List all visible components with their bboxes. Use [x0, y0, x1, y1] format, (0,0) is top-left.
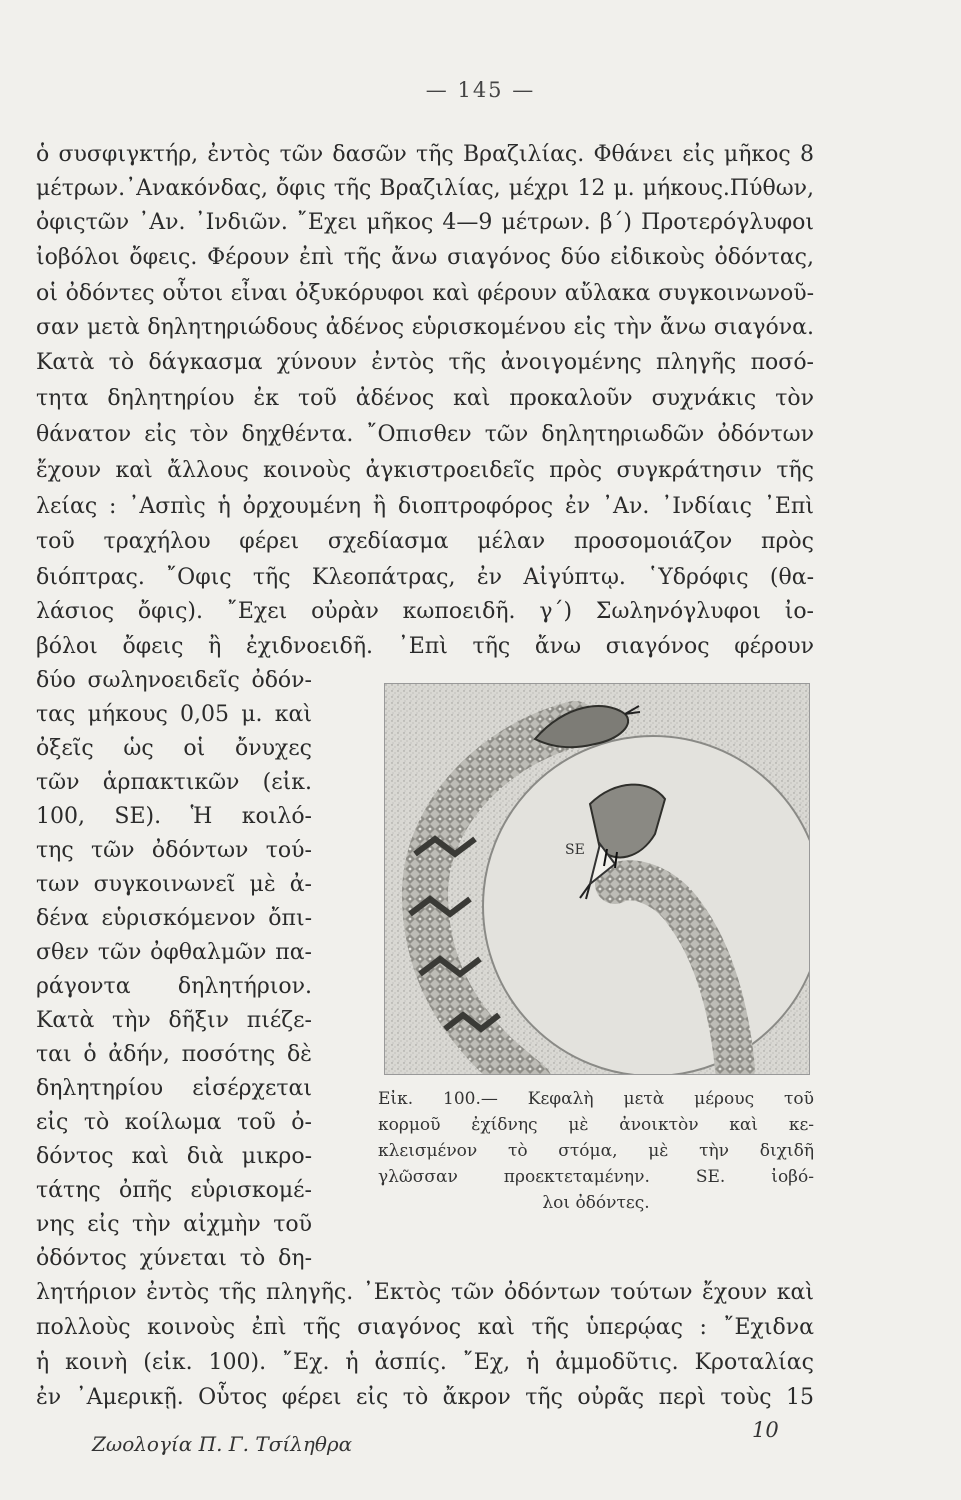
- text-line: διόπτρας. ῎Οφις τῆς Κλεοπάτρας, ἐν Αἰγύπτῳ. ῾Υδρόφις (θα-: [36, 565, 814, 590]
- text-line: σαν μετὰ δηλητηριώδους ἀδένος εὑρισκομένου εἰς τὴν ἄνω σιαγόνα.: [36, 315, 814, 340]
- caption-line: Εἰκ. 100.— Κεφαλὴ μετὰ μέρους τοῦ: [378, 1089, 814, 1109]
- caption-line: κορμοῦ ἐχίδνης μὲ ἀνοικτὸν καὶ κε-: [378, 1115, 814, 1135]
- text-line: δόντος καὶ διὰ μικρο-: [36, 1144, 312, 1169]
- text-line: της τῶν ὀδόντων τού-: [36, 838, 312, 863]
- text-line: Κατὰ τὸ δάγκασμα χύνουν ἐντὸς τῆς ἀνοιγομένης πληγῆς ποσό-: [36, 350, 814, 375]
- footer-book-title: Ζωολογία Π. Γ. Τσίληθρα: [92, 1432, 353, 1456]
- text-line: μέτρων.᾿Ανακόνδας, ὄφις τῆς Βραζιλίας, μέχρι 12 μ. μήκους.Πύθων,: [36, 176, 814, 201]
- viper-drawing: [385, 684, 809, 1074]
- viper-illustration: [384, 683, 810, 1075]
- text-line: νης εἰς τὴν αἰχμὴν τοῦ: [36, 1212, 312, 1237]
- text-line: ἰοβόλοι ὄφεις. Φέρουν ἐπὶ τῆς ἄνω σιαγόνος δύο εἰδικοὺς ὀδόντας,: [36, 245, 814, 270]
- page-number: — 145 —: [425, 78, 536, 102]
- text-line: τοῦ τραχήλου φέρει σχεδίασμα μέλαν προσομοιάζον πρὸς: [36, 529, 814, 554]
- text-line: ἐν ᾿Αμερικῇ. Οὗτος φέρει εἰς τὸ ἄκρον τῆς οὐρᾶς περὶ τοὺς 15: [36, 1385, 814, 1410]
- text-line: βόλοι ὄφεις ἢ ἐχιδνοειδῆ. ᾿Επὶ τῆς ἄνω σιαγόνος φέρουν: [36, 634, 814, 659]
- text-line: τητα δηλητηρίου ἐκ τοῦ ἀδένος καὶ προκαλοῦν συχνάκις τὸν: [36, 386, 814, 411]
- text-line: ὀξεῖς ὡς οἱ ὄνυχες: [36, 736, 312, 761]
- text-line: ράγοντα δηλητήριον.: [36, 974, 312, 999]
- text-line: ὀφιςτῶν ᾿Αν. ᾿Ινδιῶν. ῎Εχει μῆκος 4—9 μέτρων. β΄) Προτερόγλυφοι: [36, 210, 814, 235]
- text-line: λητήριον ἐντὸς τῆς πληγῆς. ᾿Εκτὸς τῶν ὀδόντων τούτων ἔχουν καὶ: [36, 1280, 814, 1305]
- text-line: ὁ συσφιγκτήρ, ἐντὸς τῶν δασῶν τῆς Βραζιλίας. Φθάνει εἰς μῆκος 8: [36, 142, 814, 167]
- text-line: τῶν ἁρπακτικῶν (εἰκ.: [36, 770, 312, 795]
- text-line: δηλητηρίου εἰσέρχεται: [36, 1076, 312, 1101]
- text-line: εἰς τὸ κοίλωμα τοῦ ὀ-: [36, 1110, 312, 1135]
- text-line: τάτης ὀπῆς εὑρισκομέ-: [36, 1178, 312, 1203]
- caption-line: κλεισμένον τὸ στόμα, μὲ τὴν διχιδῆ: [378, 1141, 814, 1161]
- text-line: ὀδόντος χύνεται τὸ δη-: [36, 1246, 312, 1271]
- figure-label-se: SE: [565, 842, 585, 858]
- caption-line: γλῶσσαν προεκτεταμένην. SE. ἰοβό-: [378, 1167, 814, 1187]
- text-line: ἔχουν καὶ ἄλλους κοινοὺς ἀγκιστροειδεῖς πρὸς συγκράτησιν τῆς: [36, 458, 814, 483]
- text-line: θάνατον εἰς τὸν δηχθέντα. ῎Οπισθεν τῶν δηλητηριωδῶν ὀδόντων: [36, 422, 814, 447]
- text-line: δύο σωληνοειδεῖς ὀδόν-: [36, 668, 312, 693]
- text-line: λάσιος ὄφις). ῎Εχει οὐρὰν κωποειδῆ. γ΄) Σωληνόγλυφοι ἰο-: [36, 599, 814, 624]
- text-line: πολλοὺς κοινοὺς ἐπὶ τῆς σιαγόνος καὶ τῆς ὑπερῴας : ῎Εχιδνα: [36, 1315, 814, 1340]
- caption-line: λοι ὀδόντες.: [542, 1193, 650, 1213]
- text-line: Κατὰ τὴν δῆξιν πιέζε-: [36, 1008, 312, 1033]
- text-line: σθεν τῶν ὀφθαλμῶν πα-: [36, 940, 312, 965]
- text-line: 100, SE). Ἡ κοιλό-: [36, 804, 312, 829]
- text-line: οἱ ὀδόντες οὗτοι εἶναι ὀξυκόρυφοι καὶ φέρουν αὔλακα συγκοινωνοῦ-: [36, 281, 814, 306]
- text-line: τας μήκους 0,05 μ. καὶ: [36, 702, 312, 727]
- text-line: ται ὁ ἀδήν, ποσότης δὲ: [36, 1042, 312, 1067]
- text-line: των συγκοινωνεῖ μὲ ἀ-: [36, 872, 312, 897]
- text-line: ἡ κοινὴ (εἰκ. 100). ῎Εχ. ἡ ἀσπίς. ῎Εχ, ἡ ἀμμοδῦτις. Κροταλίας: [36, 1350, 814, 1375]
- signature-number: 10: [752, 1418, 779, 1442]
- text-line: δένα εὑρισκόμενον ὄπι-: [36, 906, 312, 931]
- figure-caption: [378, 1086, 814, 1216]
- text-line: λείας : ᾿Ασπὶς ἡ ὀρχουμένη ἢ διοπτροφόρος ἐν ᾿Αν. ᾿Ινδίαις ᾿Επὶ: [36, 494, 814, 519]
